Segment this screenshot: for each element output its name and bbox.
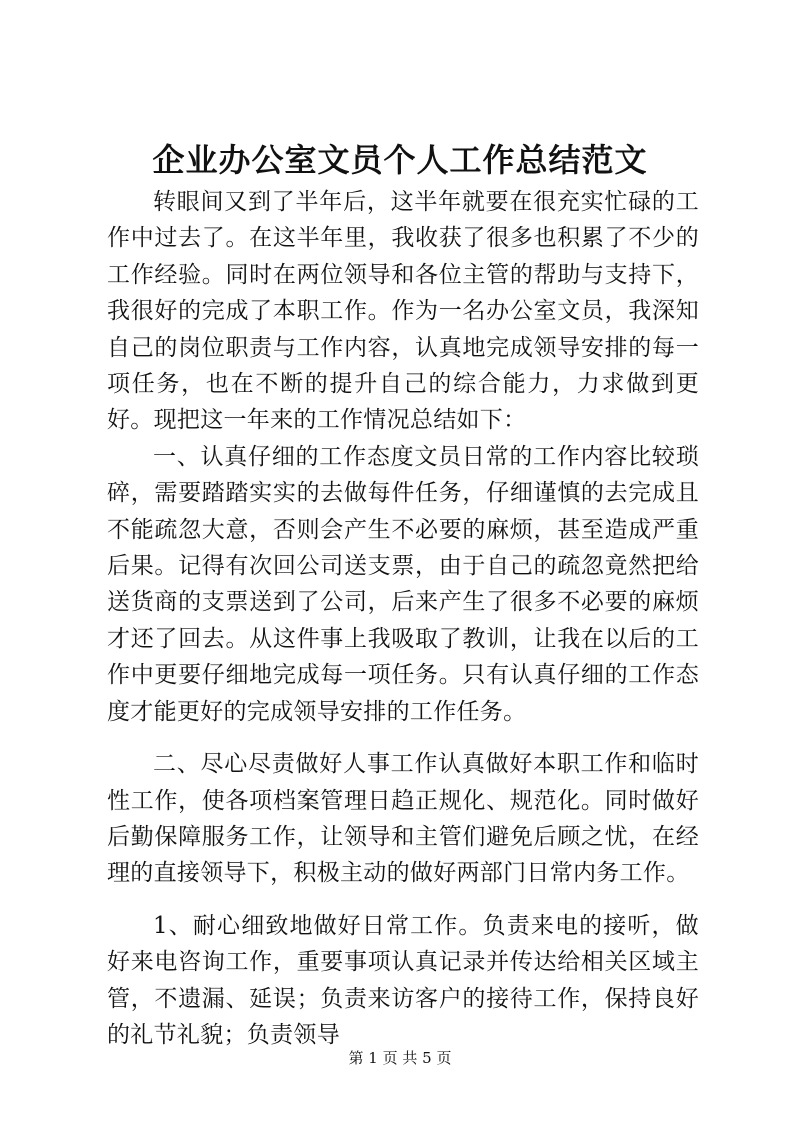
paragraph-item-1: 1、耐心细致地做好日常工作。负责来电的接听，做好来电咨询工作，重要事项认真记录并传达给相关区域主管，不遗漏、延误；负责来访客户的接待工作，保持良好的礼节礼貌；负责领导 [107, 912, 699, 1048]
paragraph-section-1: 一、认真仔细的工作态度文员日常的工作内容比较琐碎，需要踏踏实实的去做每件任务，仔细谨慎的去完成且不能疏忽大意，否则会产生不必要的麻烦，甚至造成严重后果。记得有次回公司送支票，由于自己的疏忽竟然把给送货商的支票送到了公司，后来产生了很多不必要的麻烦才还了回去。从这件事上我吸取了教训，让我在以后的工作中更要仔细地完成每一项任务。只有认真仔细的工作态度才能更好的完成领导安排的工作任务。 [107, 443, 699, 725]
paragraph-intro: 转眼间又到了半年后，这半年就要在很充实忙碌的工作中过去了。在这半年里，我收获了很多也积累了不少的工作经验。同时在两位领导和各位主管的帮助与支持下，我很好的完成了本职工作。作为一名办公室文员，我深知自己的岗位职责与工作内容，认真地完成领导安排的每一项任务，也在不断的提升自己的综合能力，力求做到更好。现把这一年来的工作情况总结如下： [107, 189, 699, 434]
paragraph-section-2: 二、尽心尽责做好人事工作认真做好本职工作和临时性工作，使各项档案管理日趋正规化、规范化。同时做好后勤保障服务工作，让领导和主管们避免后顾之忧，在经理的直接领导下，积极主动的做好两部门日常内务工作。 [107, 751, 699, 887]
document-body [107, 184, 699, 1053]
document-title: 企业办公室文员个人工作总结范文 [152, 141, 648, 179]
page-number: 第 1 页 共 5 页 [348, 1049, 452, 1067]
